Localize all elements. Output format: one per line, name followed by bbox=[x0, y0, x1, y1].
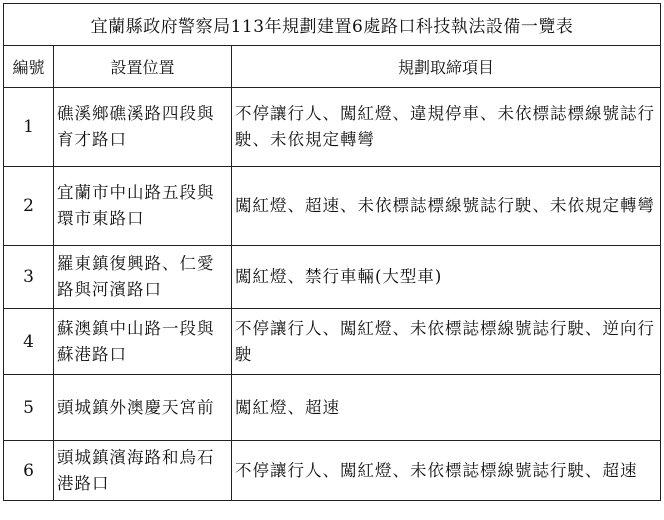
row-location: 頭城鎮外澳慶天宮前 bbox=[54, 375, 232, 441]
row-number: 3 bbox=[4, 246, 54, 309]
table-row bbox=[4, 167, 661, 246]
equipment-table bbox=[3, 3, 661, 501]
row-number: 6 bbox=[4, 441, 54, 501]
table-row bbox=[4, 246, 661, 309]
table-row bbox=[4, 441, 661, 501]
row-items: 不停讓行人、闖紅燈、未依標誌標線號誌行駛、超速 bbox=[232, 441, 661, 501]
row-location: 宜蘭市中山路五段與環市東路口 bbox=[54, 167, 232, 246]
row-location: 羅東鎮復興路、仁愛路與河濱路口 bbox=[54, 246, 232, 309]
table-title: 宜蘭縣政府警察局113年規劃建置6處路口科技執法設備一覽表 bbox=[4, 4, 661, 46]
row-location: 礁溪鄉礁溪路四段與育才路口 bbox=[54, 88, 232, 167]
row-number: 4 bbox=[4, 309, 54, 375]
row-items: 不停讓行人、闖紅燈、未依標誌標線號誌行駛、逆向行駛 bbox=[232, 309, 661, 375]
table-row bbox=[4, 88, 661, 167]
row-number: 5 bbox=[4, 375, 54, 441]
title-row bbox=[4, 4, 661, 46]
row-number: 2 bbox=[4, 167, 54, 246]
row-items: 不停讓行人、闖紅燈、違規停車、未依標誌標線號誌行駛、未依規定轉彎 bbox=[232, 88, 661, 167]
table-row bbox=[4, 375, 661, 441]
row-items: 闖紅燈、禁行車輛(大型車) bbox=[232, 246, 661, 309]
header-items: 規劃取締項目 bbox=[232, 46, 661, 88]
row-items: 闖紅燈、超速 bbox=[232, 375, 661, 441]
table-row bbox=[4, 309, 661, 375]
row-location: 頭城鎮濱海路和烏石港路口 bbox=[54, 441, 232, 501]
header-row bbox=[4, 46, 661, 88]
header-number: 編號 bbox=[4, 46, 54, 88]
row-number: 1 bbox=[4, 88, 54, 167]
row-items: 闖紅燈、超速、未依標誌標線號誌行駛、未依規定轉彎 bbox=[232, 167, 661, 246]
row-location: 蘇澳鎮中山路一段與蘇港路口 bbox=[54, 309, 232, 375]
header-location: 設置位置 bbox=[54, 46, 232, 88]
